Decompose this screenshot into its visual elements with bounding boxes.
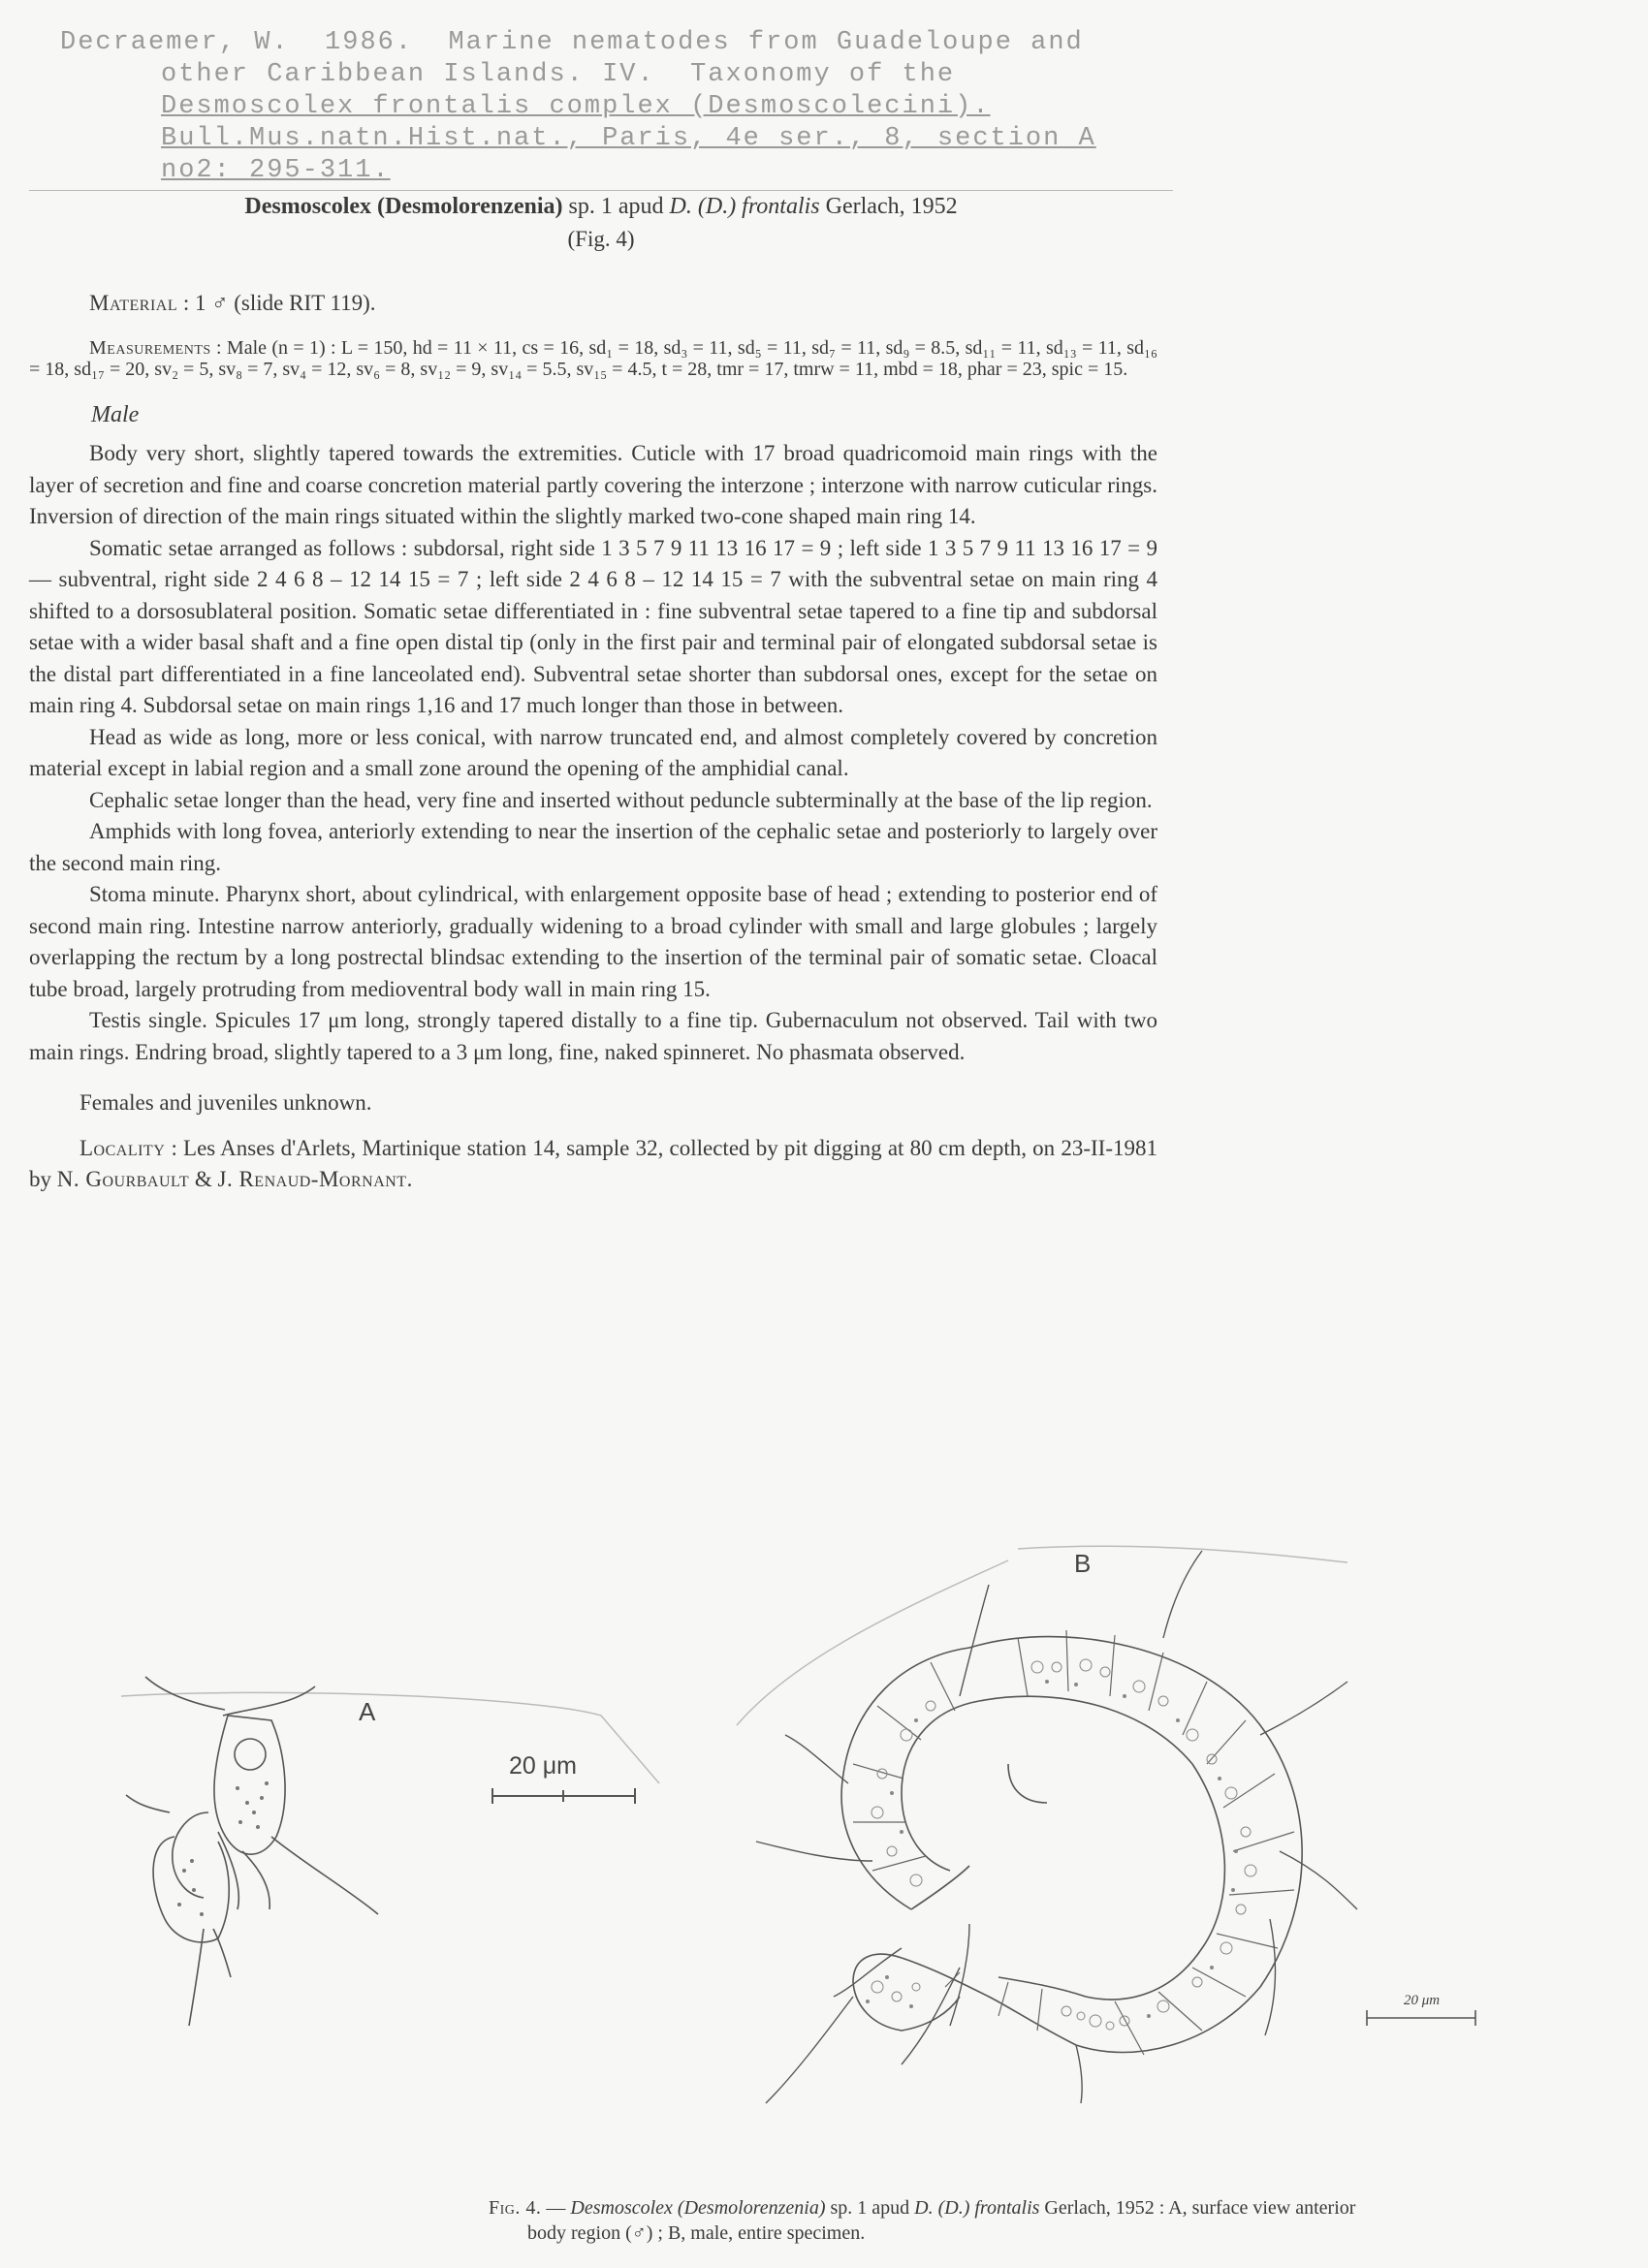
- figure-label-b: B: [1074, 1549, 1092, 1578]
- caption-rest-1: Gerlach, 1952 : A, surface view anterior: [1039, 2197, 1356, 2219]
- male-heading: Male: [91, 401, 140, 427]
- species-genus: Desmoscolex (Desmolorenzenia): [244, 194, 563, 219]
- measurements-label: Measurements: [89, 336, 211, 359]
- material-line: [29, 288, 1157, 320]
- locality-end: .: [406, 1167, 413, 1191]
- caption-taxon-2: D. (D.) frontalis: [914, 2197, 1040, 2219]
- reference-line-3: Desmoscolex frontalis complex (Desmoscolecini).: [161, 92, 991, 121]
- caption-line-2: body region (♂) ; B, male, entire specimen.: [527, 2222, 866, 2244]
- article-body: [29, 288, 1157, 1196]
- caption-taxon: Desmoscolex (Desmolorenzenia): [570, 2197, 826, 2219]
- paragraph-cephalic: Cephalic setae longer than the head, very fine and inserted without peduncle subterminally at the base of the lip region.: [89, 787, 1153, 812]
- paragraph-amphids: Amphids with long fovea, anteriorly extending to near the insertion of the cephalic setae and posteriorly to largely over the second main ring.: [29, 819, 1157, 875]
- locality-label: Locality: [79, 1135, 166, 1160]
- collector-1: N. Gourbault: [56, 1167, 190, 1191]
- figure-4-drawings: [0, 1541, 1648, 2181]
- material-text: : 1 ♂ (slide RIT 119).: [177, 291, 376, 315]
- figure-caption: [489, 2195, 1613, 2246]
- measurements-text: : Male (n = 1) : L = 150, hd = 11 × 11, cs = 16, sd₁ = 18, sd₃ = 11, sd₅ = 11, sd₇ = 11, sd₉ = 8.5, sd₁₁ = 11, sd₁₃ = 11, sd₁₆ = 18, sd₁₇ = 20, sv₂ = 5, sv₈ = 7, sv₄ = 12, sv₆ = 8, sv₁₂ = 9, sv₁₄ = 5.5, sv₁₅ = 4.5, t = 28, tmr = 17, tmrw = 11, mbd = 18, phar = 23, spic = 15.: [29, 336, 1157, 380]
- reference-line-4: Bull.Mus.natn.Hist.nat., Paris, 4e ser., 8, section A: [161, 124, 1096, 153]
- paragraph-stoma: Stoma minute. Pharynx short, about cylindrical, with enlargement opposite base of head ; extending to posterior end of second main ring. Intestine narrow anteriorly, gradually widening to a broad cylinder with small and large globules ; largely overlapping the rectum by a long postrectal blindsac extending to the insertion of the terminal pair of somatic setae. Cloacal tube broad, largely protruding from medioventral body wall in main ring 15.: [29, 882, 1157, 1001]
- locality-line: [29, 1133, 1157, 1196]
- scale-label-b: 20 μm: [1404, 1993, 1441, 2008]
- species-author: Gerlach, 1952: [819, 194, 958, 219]
- caption-line-1: [489, 2195, 1613, 2221]
- species-sp: sp. 1 apud: [562, 194, 670, 219]
- locality-text: : Les Anses d'Arlets, Martinique station 14, sample 32, collected by pit digging at 80 cm depth, on 23-II-1981 by: [29, 1135, 1157, 1191]
- figure-reference: (Fig. 4): [567, 227, 635, 251]
- species-apud: D. (D.) frontalis: [669, 194, 820, 219]
- species-heading: [0, 190, 1202, 223]
- caption-dash: —: [541, 2197, 571, 2219]
- caption-mid: sp. 1 apud: [825, 2197, 915, 2219]
- paragraph-body: Body very short, slightly tapered towards the extremities. Cuticle with 17 broad quadricomoid main rings with the layer of secretion and fine and coarse concretion material partly covering the interzone ; interzone with narrow cuticular rings. Inversion of direction of the main rings situated within the slightly marked two-cone shaped main ring 14.: [29, 441, 1157, 528]
- paragraph-head: Head as wide as long, more or less conical, with narrow truncated end, and almost completely covered by concretion material except in labial region and a small zone around the opening of the amphidial canal.: [29, 724, 1157, 780]
- collector-amp: &: [189, 1167, 218, 1191]
- drawing-a-anterior-body: [126, 1677, 378, 2026]
- reference-line-1: Decraemer, W. 1986. Marine nematodes from Guadeloupe and: [60, 28, 1084, 57]
- paragraph-setae: Somatic setae arranged as follows : subdorsal, right side 1 3 5 7 9 11 13 16 17 = 9 ; left side 1 3 5 7 9 11 13 16 17 = 9 — subventral, right side 2 4 6 8 – 12 14 15 = 7 ; left side 2 4 6 8 – 12 14 15 = 7 with the subventral setae on main ring 4 shifted to a dorsosublateral position. Somatic setae differentiated in : fine subventral setae tapered to a fine tip and subdorsal setae with a wider basal shaft and a fine open distal tip (only in the first pair and terminal pair of elongated subdorsal setae is the distal part differentiated in a fine lanceolated end). Subventral setae shorter than subdorsal ones, except for the setae on main ring 4. Subdorsal setae on main rings 1,16 and 17 much longer than those in between.: [29, 535, 1157, 717]
- collector-2: J. Renaud-Mornant: [217, 1167, 407, 1191]
- scale-bar-b: [1367, 2010, 1475, 2026]
- scale-bar-a: [492, 1788, 635, 1804]
- reference-line-2: other Caribbean Islands. IV. Taxonomy of the: [161, 60, 956, 89]
- caption-fig-label: Fig. 4.: [489, 2197, 542, 2219]
- females-note: Females and juveniles unknown.: [79, 1090, 372, 1115]
- figure-label-a: A: [359, 1697, 376, 1726]
- paragraph-testis: Testis single. Spicules 17 μm long, strongly tapered distally to a fine tip. Gubernaculum not observed. Tail with two main rings. Endring broad, slightly tapered to a 3 μm long, fine, naked spinneret. No phasmata observed.: [29, 1008, 1157, 1064]
- scale-label-a: 20 μm: [509, 1752, 577, 1780]
- typed-reference: [60, 27, 1223, 187]
- material-label: Material: [89, 291, 178, 315]
- measurements-block: [29, 337, 1157, 380]
- reference-line-5: no2: 295-311.: [161, 156, 391, 185]
